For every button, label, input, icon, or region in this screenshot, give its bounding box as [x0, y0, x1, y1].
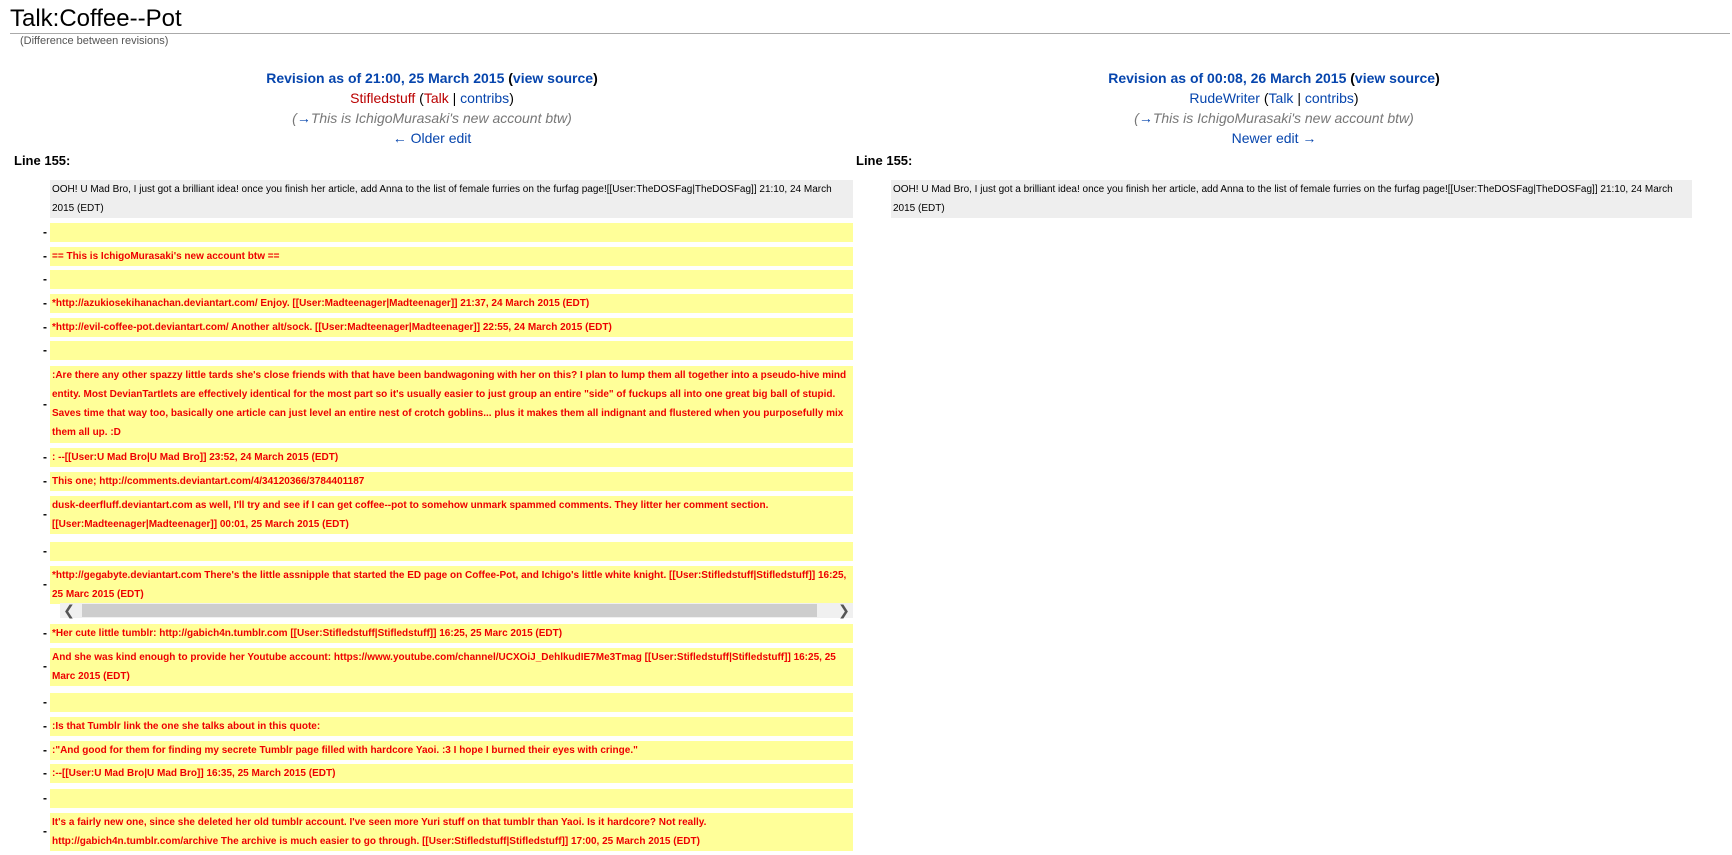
diff-deleted-row [10, 741, 853, 760]
diff-deleted-row [10, 789, 853, 808]
diff-minus-marker: - [43, 319, 47, 334]
diff-right-context-line: OOH! U Mad Bro, I just got a brilliant idea! once you finish her article, add Anna to the list of female furries on the furfag page![[User:TheDOSFag|TheDOSFag]] 21:10, 24 March 2015 (EDT) [891, 180, 1692, 218]
diff-line-text: : --[[User:U Mad Bro|U Mad Bro]] 23:52, 24 March 2015 (EDT) [50, 448, 853, 467]
left-revision-header: Revision as of 21:00, 25 March 2015 (view source) Stifledstuff (Talk | contribs) (→This is IchigoMurasaki's new account btw) ← Older edit [12, 68, 852, 148]
diff-minus-marker: - [43, 473, 47, 488]
diff-deleted-row [10, 496, 853, 534]
left-summary-arrow-link[interactable]: → [296, 110, 311, 126]
diff-minus-marker: - [43, 248, 47, 263]
diff-line-text: :Is that Tumblr link the one she talks about in this quote: [50, 717, 853, 736]
diff-minus-marker: - [43, 718, 47, 733]
diff-minus-marker: - [43, 659, 47, 673]
right-edit-summary: (→This is IchigoMurasaki's new account btw) [1134, 110, 1414, 126]
diff-line-text: *http://azukiosekihanachan.deviantart.com/ Enjoy. [[User:Madteenager|Madteenager]] 21:37, 24 March 2015 (EDT) [50, 294, 853, 313]
right-contribs-link[interactable]: contribs [1304, 90, 1354, 106]
diff-deleted-row [10, 717, 853, 736]
diff-minus-marker: - [43, 449, 47, 464]
page-subtitle: (Difference between revisions) [20, 35, 169, 47]
diff-line-text [50, 223, 853, 242]
diff-minus-marker: - [43, 694, 47, 709]
diff-deleted-row [10, 542, 853, 561]
diff-line-text [50, 270, 853, 289]
left-edit-summary: (→This is IchigoMurasaki's new account btw) [292, 110, 572, 126]
diff-minus-marker: - [43, 577, 47, 591]
right-line-number: Line 155: [856, 153, 913, 168]
diff-deleted-row [10, 813, 853, 851]
left-talk-link[interactable]: Talk [423, 90, 449, 106]
diff-deleted-row [10, 693, 853, 712]
diff-line-text: This one; http://comments.deviantart.com/4/34120366/3784401187 [50, 472, 853, 491]
newer-edit-link[interactable]: Newer edit → [1231, 130, 1317, 146]
left-contribs-link[interactable]: contribs [460, 90, 510, 106]
diff-deleted-row [10, 624, 853, 643]
older-edit-link[interactable]: ← Older edit [392, 130, 472, 146]
diff-deleted-row [10, 648, 853, 686]
diff-deleted-row [10, 566, 853, 604]
diff-minus-marker: - [43, 224, 47, 239]
diff-line-text: *http://evil-coffee-pot.deviantart.com/ Another alt/sock. [[User:Madteenager|Madteenager]] 22:55, 24 March 2015 (EDT) [50, 318, 853, 337]
diff-line-text: *http://gegabyte.deviantart.com There's the little assnipple that started the ED page on Coffee-Pot, and Ichigo's little white knight. [[User:Stifledstuff|Stifledstuff]] 16:25, 25 Marc 2015 (EDT) [50, 566, 853, 604]
diff-deleted-row [10, 472, 853, 491]
diff-line-text: :"And good for them for finding my secrete Tumblr page filled with hardcore Yaoi. :3 I hope I burned their eyes with cringe." [50, 741, 853, 760]
right-user-link[interactable]: RudeWriter [1189, 90, 1260, 106]
left-revision-link[interactable]: Revision as of 21:00, 25 March 2015 [266, 70, 505, 86]
diff-line-text [50, 542, 853, 561]
diff-deleted-row [10, 318, 853, 337]
diff-line-text [50, 341, 853, 360]
diff-line-text: :Are there any other spazzy little tards she's close friends with that have been bandwagoning with her on this? I plan to lump them all together into a pseudo-hive mind entity. Most DevianTartlets are effectively identical for the most part so it's usually easier to just group an entire "side" of fuckups all into one great big ball of stupid. Saves time that way too, basically one article can just level an entire nest of crotch goblins... plus it makes them all indignant and flustered when you purposefully mix them all up. :D [50, 366, 853, 443]
left-view-source-link[interactable]: view source [512, 70, 594, 86]
diff-deleted-row [10, 270, 853, 289]
diff-line-text: It's a fairly new one, since she deleted her old tumblr account. I've seen more Yuri stuff on that tumblr than Yaoi. Is it hardcore? Not really. http://gabich4n.tumblr.com/archive The archive is much easier to go through. [[User:Stifledstuff|Stifledstuff]] 17:00, 25 March 2015 (EDT) [50, 813, 853, 851]
diff-line-text [50, 693, 853, 712]
left-line-number: Line 155: [14, 153, 71, 168]
diff-deleted-row [10, 764, 853, 783]
diff-line-text: == This is IchigoMurasaki's new account btw == [50, 247, 853, 266]
right-talk-link[interactable]: Talk [1268, 90, 1294, 106]
right-revision-header: Revision as of 00:08, 26 March 2015 (view source) RudeWriter (Talk | contribs) (→This is IchigoMurasaki's new account btw) Newer edit → [854, 68, 1694, 148]
diff-minus-marker: - [43, 790, 47, 805]
diff-minus-marker: - [43, 543, 47, 558]
right-view-source-link[interactable]: view source [1354, 70, 1436, 86]
diff-deleted-row [10, 448, 853, 467]
right-summary-arrow-link[interactable]: → [1138, 110, 1153, 126]
diff-deleted-row [10, 341, 853, 360]
diff-minus-marker: - [43, 625, 47, 640]
scrollbar-thumb[interactable] [82, 604, 817, 617]
diff-minus-marker: - [43, 765, 47, 780]
diff-minus-marker: - [43, 295, 47, 310]
scroll-left-icon[interactable]: ❮ [63, 602, 75, 618]
left-user-link[interactable]: Stifledstuff [350, 90, 416, 106]
diff-deleted-row [10, 223, 853, 242]
diff-deleted-row [10, 247, 853, 266]
diff-line-text: And she was kind enough to provide her Youtube account: https://www.youtube.com/channel/UCXOiJ_DehlkudIE7Me3Tmag [[User:Stifledstuff|Stifledstuff]] 16:25, 25 Marc 2015 (EDT) [50, 648, 853, 686]
diff-minus-marker: - [43, 396, 47, 411]
diff-minus-marker: - [43, 342, 47, 357]
diff-line-text: *Her cute little tumblr: http://gabich4n.tumblr.com [[User:Stifledstuff|Stifledstuff]] 16:25, 25 Marc 2015 (EDT) [50, 624, 853, 643]
diff-minus-marker: - [43, 824, 47, 838]
horizontal-scrollbar[interactable] [60, 603, 853, 618]
scroll-right-icon[interactable]: ❯ [838, 602, 850, 618]
diff-line-text [50, 789, 853, 808]
diff-line-text: dusk-deerfluff.deviantart.com as well, I'll try and see if I can get coffee--pot to somehow unmark spammed comments. They litter her comment section. [[User:Madteenager|Madteenager]] 00:01, 25 March 2015 (EDT) [50, 496, 853, 534]
diff-deleted-row [10, 366, 853, 443]
diff-line-text: :--[[User:U Mad Bro|U Mad Bro]] 16:35, 25 March 2015 (EDT) [50, 764, 853, 783]
diff-line-text: OOH! U Mad Bro, I just got a brilliant idea! once you finish her article, add Anna to the list of female furries on the furfag page![[User:TheDOSFag|TheDOSFag]] 21:10, 24 March 2015 (EDT) [50, 180, 853, 218]
diff-context-row [10, 180, 853, 218]
title-divider [10, 33, 1730, 34]
page-title: Talk:Coffee--Pot [10, 5, 182, 32]
diff-deleted-row [10, 294, 853, 313]
diff-minus-marker: - [43, 742, 47, 757]
diff-minus-marker: - [43, 271, 47, 286]
diff-minus-marker: - [43, 507, 47, 521]
right-revision-link[interactable]: Revision as of 00:08, 26 March 2015 [1108, 70, 1347, 86]
